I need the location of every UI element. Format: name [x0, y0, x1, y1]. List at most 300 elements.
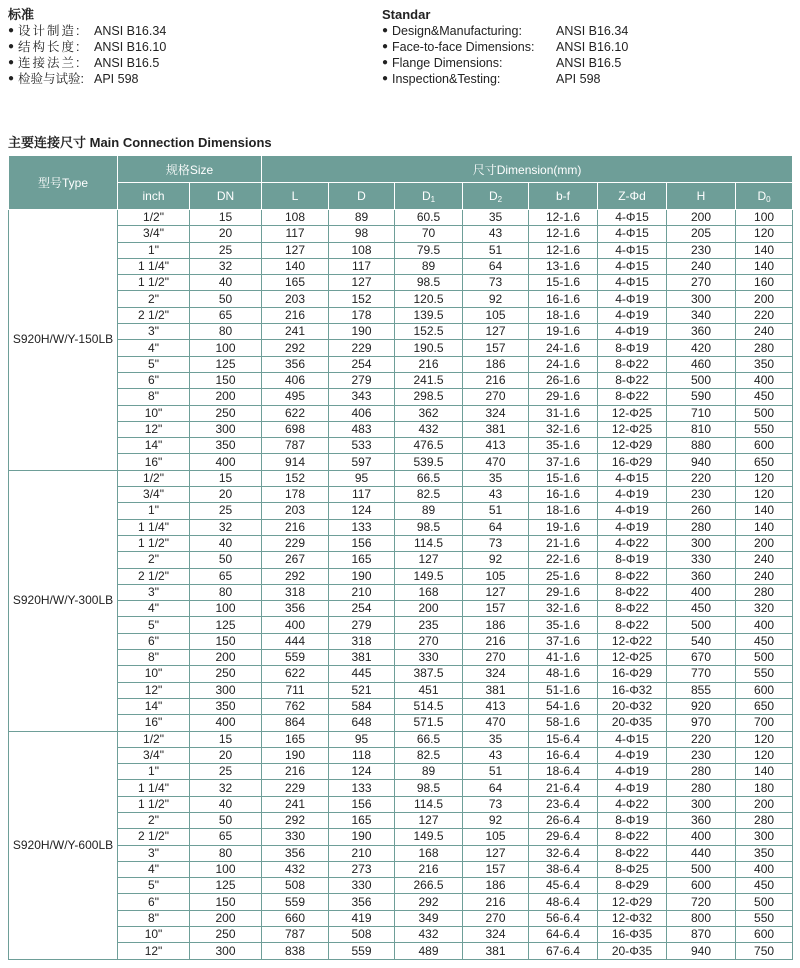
- table-cell: 51: [463, 242, 529, 258]
- table-cell: 25: [190, 764, 262, 780]
- table-cell: 451: [395, 682, 463, 698]
- table-cell: 16": [118, 454, 190, 470]
- table-cell: 241: [262, 796, 329, 812]
- table-cell: 6": [118, 372, 190, 388]
- table-cell: 1/2": [118, 731, 190, 747]
- table-row: [9, 943, 793, 959]
- table-cell: 125: [190, 617, 262, 633]
- table-cell: 4-Φ22: [598, 796, 667, 812]
- table-cell: 470: [463, 454, 529, 470]
- table-cell: 16": [118, 715, 190, 731]
- table-cell: 165: [262, 731, 329, 747]
- table-cell: 280: [736, 584, 793, 600]
- table-row: [9, 617, 793, 633]
- table-cell: 16-Φ29: [598, 454, 667, 470]
- table-cell: 440: [667, 845, 736, 861]
- table-cell: 406: [262, 372, 329, 388]
- table-row: [9, 372, 793, 388]
- table-cell: 190: [329, 324, 395, 340]
- table-row: [9, 845, 793, 861]
- table-cell: 3": [118, 845, 190, 861]
- table-cell: 8-Φ22: [598, 829, 667, 845]
- table-cell: 32: [190, 258, 262, 274]
- table-cell: 150: [190, 894, 262, 910]
- table-cell: 240: [667, 258, 736, 274]
- standards-en-item: ● Face-to-face Dimensions: ANSI B16.10: [382, 40, 629, 54]
- table-cell: 127: [395, 812, 463, 828]
- standards-en-title: Standar: [382, 7, 431, 22]
- table-cell: 23-6.4: [529, 796, 598, 812]
- table-cell: 108: [329, 242, 395, 258]
- table-cell: 838: [262, 943, 329, 959]
- table-cell: 114.5: [395, 796, 463, 812]
- table-cell: 320: [736, 601, 793, 617]
- table-cell: 400: [190, 715, 262, 731]
- table-cell: 125: [190, 356, 262, 372]
- table-cell: 8-Φ22: [598, 372, 667, 388]
- table-cell: 64: [463, 519, 529, 535]
- table-cell: 139.5: [395, 307, 463, 323]
- table-row: [9, 747, 793, 763]
- table-cell: 89: [395, 764, 463, 780]
- table-cell: 279: [329, 372, 395, 388]
- table-cell: 8-Φ22: [598, 617, 667, 633]
- standards-cn: [8, 6, 166, 87]
- table-cell: 105: [463, 307, 529, 323]
- table-cell: 216: [262, 307, 329, 323]
- table-cell: 330: [667, 552, 736, 568]
- table-cell: 150: [190, 633, 262, 649]
- table-cell: 4-Φ19: [598, 307, 667, 323]
- table-cell: 600: [736, 438, 793, 454]
- table-cell: 787: [262, 927, 329, 943]
- table-cell: 105: [463, 568, 529, 584]
- table-cell: 45-6.4: [529, 878, 598, 894]
- table-cell: 600: [736, 682, 793, 698]
- table-cell: 40: [190, 275, 262, 291]
- table-row: [9, 568, 793, 584]
- table-cell: 140: [262, 258, 329, 274]
- table-cell: 80: [190, 584, 262, 600]
- table-cell: 622: [262, 405, 329, 421]
- bullet-icon: ●: [382, 73, 389, 84]
- table-cell: 1 1/2": [118, 275, 190, 291]
- table-cell: 41-1.6: [529, 650, 598, 666]
- table-cell: 590: [667, 389, 736, 405]
- table-row: [9, 210, 793, 226]
- table-cell: 50: [190, 552, 262, 568]
- table-row: [9, 421, 793, 437]
- table-cell: 8-Φ22: [598, 389, 667, 405]
- table-cell: 190: [329, 568, 395, 584]
- table-cell: 200: [736, 535, 793, 551]
- table-cell: 100: [190, 861, 262, 877]
- header-inch: inch: [118, 183, 190, 210]
- table-cell: 120: [736, 487, 793, 503]
- table-cell: 66.5: [395, 470, 463, 486]
- table-cell: 157: [463, 601, 529, 617]
- table-cell: 120: [736, 747, 793, 763]
- table-cell: 940: [667, 454, 736, 470]
- table-cell: 450: [736, 633, 793, 649]
- table-cell: 220: [736, 307, 793, 323]
- table-row: [9, 633, 793, 649]
- table-cell: 539.5: [395, 454, 463, 470]
- table-cell: 698: [262, 421, 329, 437]
- table-cell: 16-Φ35: [598, 927, 667, 943]
- table-cell: 51-1.6: [529, 682, 598, 698]
- table-cell: 514.5: [395, 698, 463, 714]
- table-cell: 432: [262, 861, 329, 877]
- table-cell: 292: [262, 568, 329, 584]
- table-cell: 100: [190, 601, 262, 617]
- table-cell: 12-Φ25: [598, 650, 667, 666]
- table-cell: 200: [736, 796, 793, 812]
- table-cell: 4-Φ15: [598, 210, 667, 226]
- table-cell: 216: [262, 519, 329, 535]
- table-cell: 550: [736, 421, 793, 437]
- table-cell: 157: [463, 340, 529, 356]
- table-cell: 229: [262, 535, 329, 551]
- table-cell: 495: [262, 389, 329, 405]
- table-cell: 240: [736, 324, 793, 340]
- dimensions-table: [8, 155, 793, 960]
- table-cell: 787: [262, 438, 329, 454]
- bullet-icon: ●: [382, 57, 389, 68]
- table-cell: 92: [463, 812, 529, 828]
- table-cell: 12-Φ32: [598, 910, 667, 926]
- table-cell: 35: [463, 210, 529, 226]
- table-cell: 292: [262, 812, 329, 828]
- table-cell: 270: [463, 650, 529, 666]
- table-cell: 710: [667, 405, 736, 421]
- table-body: [9, 210, 793, 960]
- table-cell: 24-1.6: [529, 340, 598, 356]
- table-cell: 3/4": [118, 487, 190, 503]
- table-cell: 584: [329, 698, 395, 714]
- table-cell: 117: [329, 258, 395, 274]
- table-row: [9, 584, 793, 600]
- table-cell: 73: [463, 275, 529, 291]
- table-cell: 200: [667, 210, 736, 226]
- table-cell: 105: [463, 829, 529, 845]
- table-cell: 476.5: [395, 438, 463, 454]
- table-cell: 400: [190, 454, 262, 470]
- table-row: [9, 405, 793, 421]
- table-cell: 16-Φ32: [598, 682, 667, 698]
- table-cell: 1 1/4": [118, 258, 190, 274]
- table-cell: 51: [463, 503, 529, 519]
- table-cell: 168: [395, 584, 463, 600]
- table-cell: 4-Φ15: [598, 226, 667, 242]
- table-cell: 65: [190, 568, 262, 584]
- table-cell: 150: [190, 372, 262, 388]
- table-cell: 16-6.4: [529, 747, 598, 763]
- table-cell: 230: [667, 747, 736, 763]
- table-cell: 133: [329, 780, 395, 796]
- table-cell: 16-1.6: [529, 291, 598, 307]
- table-cell: 600: [667, 878, 736, 894]
- table-cell: 8-Φ22: [598, 845, 667, 861]
- table-cell: 25-1.6: [529, 568, 598, 584]
- table-cell: 95: [329, 731, 395, 747]
- table-cell: 140: [736, 519, 793, 535]
- table-cell: 10": [118, 666, 190, 682]
- table-cell: 100: [736, 210, 793, 226]
- table-cell: 20: [190, 226, 262, 242]
- table-cell: 670: [667, 650, 736, 666]
- table-cell: 250: [190, 927, 262, 943]
- table-cell: 280: [736, 340, 793, 356]
- table-cell: 21-6.4: [529, 780, 598, 796]
- table-cell: 18-6.4: [529, 764, 598, 780]
- table-cell: 15-1.6: [529, 275, 598, 291]
- table-cell: 280: [667, 780, 736, 796]
- standards-en: [382, 6, 628, 87]
- table-cell: 270: [463, 389, 529, 405]
- table-cell: 50: [190, 291, 262, 307]
- table-cell: 48-6.4: [529, 894, 598, 910]
- table-cell: 330: [395, 650, 463, 666]
- table-cell: 324: [463, 927, 529, 943]
- table-cell: 650: [736, 454, 793, 470]
- table-cell: 250: [190, 666, 262, 682]
- table-cell: 8-Φ19: [598, 552, 667, 568]
- table-cell: 15-1.6: [529, 470, 598, 486]
- table-cell: 216: [463, 372, 529, 388]
- table-cell: 8": [118, 650, 190, 666]
- table-cell: 279: [329, 617, 395, 633]
- table-cell: 8-Φ19: [598, 812, 667, 828]
- table-cell: 800: [667, 910, 736, 926]
- table-cell: 127: [463, 845, 529, 861]
- standards-en-item: ● Inspection&Testing: API 598: [382, 72, 601, 86]
- table-cell: 19-1.6: [529, 519, 598, 535]
- table-cell: 720: [667, 894, 736, 910]
- table-cell: 381: [463, 943, 529, 959]
- table-cell: 8-Φ22: [598, 568, 667, 584]
- table-cell: 80: [190, 845, 262, 861]
- table-cell: 43: [463, 747, 529, 763]
- table-cell: 10": [118, 927, 190, 943]
- table-cell: 16-Φ29: [598, 666, 667, 682]
- table-cell: 1": [118, 503, 190, 519]
- table-cell: 156: [329, 535, 395, 551]
- table-cell: 4-Φ15: [598, 470, 667, 486]
- table-cell: 559: [262, 894, 329, 910]
- table-cell: 15: [190, 210, 262, 226]
- table-cell: 120.5: [395, 291, 463, 307]
- table-cell: 43: [463, 226, 529, 242]
- bullet-icon: ●: [8, 73, 15, 84]
- table-cell: 200: [190, 389, 262, 405]
- table-cell: 266.5: [395, 878, 463, 894]
- table-cell: 31-1.6: [529, 405, 598, 421]
- table-cell: 360: [667, 812, 736, 828]
- table-cell: 12": [118, 682, 190, 698]
- table-cell: 235: [395, 617, 463, 633]
- table-cell: 711: [262, 682, 329, 698]
- table-cell: 54-1.6: [529, 698, 598, 714]
- table-cell: 8-Φ19: [598, 340, 667, 356]
- table-cell: 15: [190, 470, 262, 486]
- table-cell: 140: [736, 258, 793, 274]
- table-cell: 120: [736, 226, 793, 242]
- table-cell: 450: [667, 601, 736, 617]
- table-cell: 350: [190, 438, 262, 454]
- table-cell: 152: [329, 291, 395, 307]
- table-cell: 20: [190, 487, 262, 503]
- table-row: [9, 356, 793, 372]
- table-cell: 4-Φ19: [598, 764, 667, 780]
- table-cell: 157: [463, 861, 529, 877]
- table-cell: 1/2": [118, 470, 190, 486]
- table-cell: 356: [262, 601, 329, 617]
- table-row: [9, 731, 793, 747]
- table-cell: 66.5: [395, 731, 463, 747]
- table-cell: 40: [190, 535, 262, 551]
- table-cell: 270: [667, 275, 736, 291]
- bullet-icon: ●: [8, 41, 15, 52]
- table-row: [9, 324, 793, 340]
- table-cell: 2 1/2": [118, 307, 190, 323]
- table-row: [9, 226, 793, 242]
- table-cell: 240: [736, 552, 793, 568]
- table-cell: 3/4": [118, 747, 190, 763]
- table-cell: 35-1.6: [529, 438, 598, 454]
- table-cell: 5": [118, 356, 190, 372]
- table-cell: 340: [667, 307, 736, 323]
- header-size: 规格Size: [118, 156, 262, 183]
- table-cell: 254: [329, 601, 395, 617]
- table-cell: 32-1.6: [529, 421, 598, 437]
- table-cell: 450: [736, 389, 793, 405]
- table-cell: 350: [736, 356, 793, 372]
- table-cell: 500: [736, 405, 793, 421]
- table-row: [9, 242, 793, 258]
- table-cell: 8-Φ29: [598, 878, 667, 894]
- table-row: [9, 812, 793, 828]
- table-cell: 559: [262, 650, 329, 666]
- table-cell: 810: [667, 421, 736, 437]
- header-dn: DN: [190, 183, 262, 210]
- table-row: [9, 796, 793, 812]
- table-cell: 4-Φ19: [598, 487, 667, 503]
- table-cell: 8-Φ25: [598, 861, 667, 877]
- table-cell: 1": [118, 764, 190, 780]
- table-row: [9, 487, 793, 503]
- table-cell: 117: [262, 226, 329, 242]
- standards-en-item: ● Design&Manufacturing: ANSI B16.34: [382, 24, 629, 38]
- table-cell: 29-1.6: [529, 389, 598, 405]
- table-cell: 460: [667, 356, 736, 372]
- table-cell: 186: [463, 617, 529, 633]
- table-cell: 356: [262, 845, 329, 861]
- table-cell: 18-1.6: [529, 503, 598, 519]
- table-cell: 120: [736, 470, 793, 486]
- table-cell: 127: [463, 324, 529, 340]
- table-cell: 4-Φ15: [598, 731, 667, 747]
- table-cell: 318: [329, 633, 395, 649]
- table-cell: 420: [667, 340, 736, 356]
- table-cell: 133: [329, 519, 395, 535]
- table-cell: 12-Φ25: [598, 421, 667, 437]
- table-cell: 186: [463, 878, 529, 894]
- table-cell: 92: [463, 552, 529, 568]
- table-cell: 500: [736, 650, 793, 666]
- standards-cn-item: ● 连接法兰: ANSI B16.5: [8, 56, 160, 70]
- table-cell: 15-6.4: [529, 731, 598, 747]
- table-cell: 2": [118, 291, 190, 307]
- table-cell: 37-1.6: [529, 633, 598, 649]
- standards-header: [0, 0, 800, 120]
- table-cell: 330: [262, 829, 329, 845]
- table-cell: 413: [463, 698, 529, 714]
- standards-cn-title: 标准: [8, 7, 35, 22]
- table-cell: 571.5: [395, 715, 463, 731]
- model-cell: S920H/W/Y-150LB: [9, 210, 118, 471]
- table-cell: 400: [736, 861, 793, 877]
- header-d0: $D_0$: [736, 183, 793, 210]
- table-cell: 4-Φ22: [598, 535, 667, 551]
- table-cell: 149.5: [395, 829, 463, 845]
- table-cell: 1 1/4": [118, 780, 190, 796]
- table-cell: 165: [329, 552, 395, 568]
- table-cell: 80: [190, 324, 262, 340]
- table-cell: 18-1.6: [529, 307, 598, 323]
- table-cell: 124: [329, 503, 395, 519]
- table-row: [9, 291, 793, 307]
- table-cell: 98.5: [395, 275, 463, 291]
- table-cell: 419: [329, 910, 395, 926]
- table-cell: 32-6.4: [529, 845, 598, 861]
- table-cell: 4-Φ19: [598, 780, 667, 796]
- table-cell: 483: [329, 421, 395, 437]
- table-cell: 2 1/2": [118, 829, 190, 845]
- table-cell: 445: [329, 666, 395, 682]
- table-cell: 180: [736, 780, 793, 796]
- table-cell: 550: [736, 910, 793, 926]
- table-cell: 12-1.6: [529, 210, 598, 226]
- table-cell: 2 1/2": [118, 568, 190, 584]
- table-cell: 98.5: [395, 519, 463, 535]
- table-cell: 280: [736, 812, 793, 828]
- header-bf: b-f: [529, 183, 598, 210]
- table-cell: 12-Φ29: [598, 438, 667, 454]
- table-cell: 600: [736, 927, 793, 943]
- table-cell: 140: [736, 242, 793, 258]
- table-cell: 273: [329, 861, 395, 877]
- header-zd: Z-Φd: [598, 183, 667, 210]
- table-row: [9, 275, 793, 291]
- table-row: [9, 438, 793, 454]
- table-cell: 165: [329, 812, 395, 828]
- table-cell: 870: [667, 927, 736, 943]
- table-row: [9, 340, 793, 356]
- table-cell: 190: [329, 829, 395, 845]
- table-cell: 64-6.4: [529, 927, 598, 943]
- table-cell: 280: [667, 519, 736, 535]
- header-d2: $D_2$: [463, 183, 529, 210]
- table-cell: 300: [667, 291, 736, 307]
- table-cell: 350: [736, 845, 793, 861]
- table-cell: 100: [190, 340, 262, 356]
- table-cell: 400: [736, 372, 793, 388]
- table-cell: 356: [262, 356, 329, 372]
- table-cell: 406: [329, 405, 395, 421]
- table-cell: 12-Φ25: [598, 405, 667, 421]
- table-cell: 35: [463, 731, 529, 747]
